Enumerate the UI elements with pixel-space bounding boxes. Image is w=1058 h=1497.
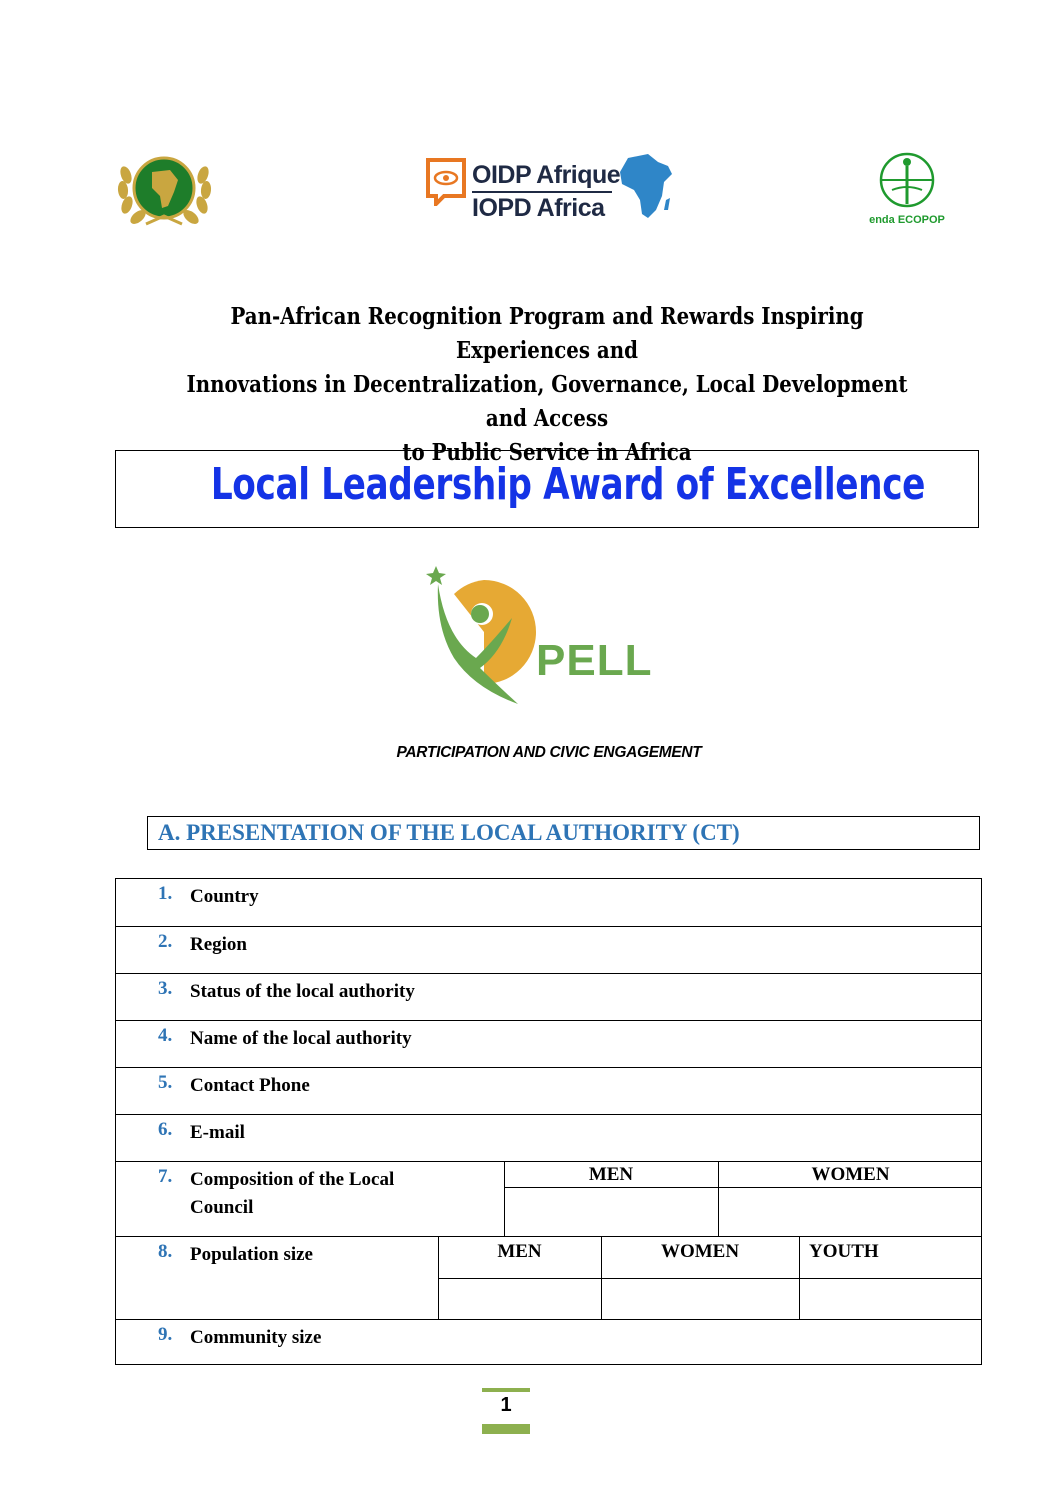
section-a-title: A. PRESENTATION OF THE LOCAL AUTHORITY (CT) — [158, 820, 740, 845]
table-row — [116, 1236, 981, 1319]
table-row[interactable] — [116, 879, 981, 926]
african-union-emblem-icon — [112, 150, 217, 230]
program-heading-line-2: Innovations in Decentralization, Governance, Local Development and Access — [186, 371, 908, 432]
table-row[interactable] — [116, 1067, 981, 1114]
table-row[interactable] — [116, 1114, 981, 1161]
row-label: Country — [190, 886, 259, 907]
row-number: 1. — [158, 883, 173, 904]
row-label-line-1: Composition of the Local — [190, 1169, 395, 1190]
row-label: Name of the local authority — [190, 1028, 412, 1049]
table-row[interactable] — [116, 1020, 981, 1067]
council-men-field[interactable] — [506, 1189, 716, 1235]
row-label: Contact Phone — [190, 1075, 310, 1096]
column-header-women: WOMEN — [660, 1241, 740, 1262]
row-label — [190, 1166, 394, 1222]
row-label: Status of the local authority — [190, 981, 415, 1002]
oidp-name-english: IOPD Africa — [472, 194, 605, 222]
award-title: Local Leadership Award of Excellence — [210, 459, 926, 510]
column-header-women: WOMEN — [811, 1164, 890, 1185]
page-number: 1 — [500, 1394, 512, 1416]
page-number-badge — [482, 1388, 530, 1434]
oidp-name-french: OIDP Afrique — [472, 161, 621, 189]
program-heading-line-3: to Public Service in Africa — [402, 439, 692, 466]
pell-logo — [424, 558, 664, 708]
local-authority-form — [115, 878, 982, 1365]
row-number: 3. — [158, 978, 173, 999]
row-label: E-mail — [190, 1122, 245, 1143]
row-number: 9. — [158, 1324, 173, 1345]
program-heading — [173, 300, 921, 470]
column-header-men: MEN — [497, 1241, 542, 1262]
theme-label: PARTICIPATION AND CIVIC ENGAGEMENT — [396, 744, 702, 761]
page-number-bottom-bar — [482, 1424, 530, 1434]
row-label-line-2: Council — [190, 1197, 254, 1218]
header-divider — [504, 1187, 981, 1188]
population-men-field[interactable] — [440, 1280, 599, 1318]
pell-wordmark: PELL — [536, 636, 653, 685]
eye-speech-bubble-icon — [424, 156, 468, 206]
enda-ecopop-logo — [862, 150, 952, 230]
africa-map-icon — [618, 152, 674, 222]
row-number: 2. — [158, 931, 173, 952]
council-women-field[interactable] — [720, 1189, 980, 1235]
population-women-field[interactable] — [603, 1280, 797, 1318]
table-row — [116, 1161, 981, 1236]
row-number: 8. — [158, 1241, 173, 1262]
african-union-logo — [112, 150, 217, 230]
table-row[interactable] — [116, 1319, 981, 1364]
oidp-logo — [424, 152, 674, 224]
table-row[interactable] — [116, 973, 981, 1020]
column-header-men: MEN — [588, 1164, 634, 1185]
row-label: Community size — [190, 1327, 322, 1348]
pell-figure-icon — [424, 558, 544, 708]
row-number: 7. — [158, 1166, 173, 1187]
row-number: 4. — [158, 1025, 173, 1046]
oidp-divider — [472, 191, 612, 193]
column-header-youth: YOUTH — [809, 1241, 879, 1262]
enda-globe-figure-icon — [862, 150, 952, 212]
row-label: Population size — [190, 1244, 313, 1265]
page-number-top-bar — [482, 1388, 530, 1392]
population-youth-field[interactable] — [801, 1280, 981, 1318]
table-row[interactable] — [116, 926, 981, 973]
enda-ecopop-wordmark: enda ECOPOP — [869, 214, 945, 226]
row-label: Region — [190, 934, 247, 955]
section-a-header — [147, 816, 980, 850]
header-divider — [438, 1278, 981, 1279]
award-title-box — [115, 450, 979, 528]
program-heading-line-1: Pan-African Recognition Program and Rewards Inspiring Experiences and — [230, 303, 864, 364]
row-number: 5. — [158, 1072, 173, 1093]
row-number: 6. — [158, 1119, 173, 1140]
